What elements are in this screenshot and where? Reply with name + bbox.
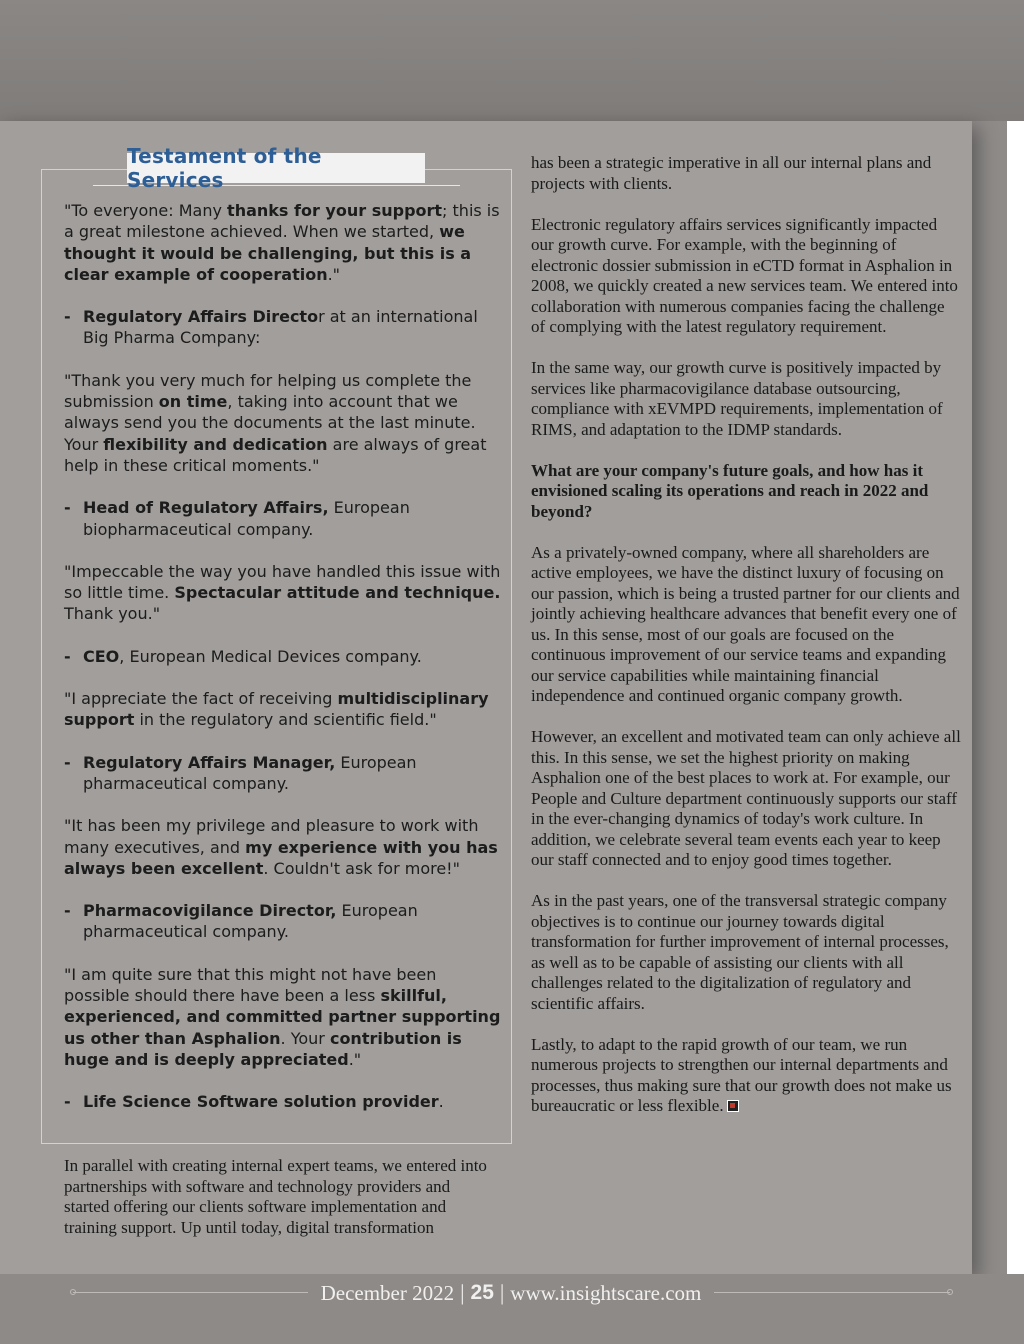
footer-separator: | [499,1280,505,1305]
testimonial-attribution [64,497,504,540]
testimonial-attribution [64,646,504,667]
page-footer [308,1279,714,1307]
attribution-text [83,1091,504,1112]
end-of-article-mark-icon [727,1100,739,1112]
attribution-text [83,900,504,943]
quote-text: "Impeccable the way you have handled this issue with so little time. [64,561,501,603]
list-dash: - [64,1092,71,1112]
quote-text: . Your [280,1028,330,1048]
left-column-bottom [64,1156,494,1259]
testimonial-attribution [64,900,504,943]
footer-rule-left [73,1292,308,1293]
testimonial-quote [64,964,504,1070]
quote-text: "It has been my privilege and pleasure to work with many executives, and [64,816,479,857]
body-paragraph: However, an excellent and motivated team can only achieve all this. In this sense, we set the highest priority on making Asphalion one of the best places to work at. For example, our People and Culture department continuously supports our staff in the ever-changing dynamics of today's work culture. In addition, we celebrate several team events each year to keep our staff connected and to enjoy good times together. [531,727,961,869]
interview-question: What are your company's future goals, and how has it envisioned scaling its operations and reach in 2022 and beyond? [531,460,929,521]
quote-text: are always of great help in these critical moments." [64,434,487,475]
list-dash: - [64,498,71,518]
footer-rule-cap-left [70,1289,76,1295]
testimonial-attribution [64,306,504,349]
quote-emphasis: flexibility and dedication [103,434,328,454]
attribution-org: r at an international Big Pharma Company: [83,307,478,348]
quote-emphasis: multidisciplinary support [64,689,489,730]
quote-emphasis: contribution is huge and is deeply appreciated [64,1028,462,1069]
quote-emphasis: thanks for your support [227,201,443,220]
attribution-role: Pharmacovigilance Director, [83,901,337,921]
body-text: Lastly, to adapt to the rapid growth of our team, we run numerous projects to strengthen our internal departments and processes, thus making sure that our growth does not make us bureaucratic or less flexible. [531,1034,952,1115]
attribution-org: . [438,1092,444,1112]
attribution-text [83,752,504,795]
quote-emphasis: we thought it would be challenging, but this is a clear example of cooperation [64,222,472,284]
footer-rule-right [714,1292,950,1293]
quote-emphasis: skillful, experienced, and committed partner supporting us other than Asphalion [64,986,501,1048]
quote-text: . Couldn't ask for more!" [263,858,460,878]
attribution-role: Life Science Software solution provider [83,1092,439,1112]
testimonial-attribution [64,752,504,795]
attribution-text [83,497,504,540]
testimonial-quote [64,370,504,476]
footer-separator: | [460,1280,465,1305]
body-paragraph: has been a strategic imperative in all our internal plans and projects with clients. [531,153,932,193]
attribution-text [83,306,504,349]
attribution-role: CEO [83,646,120,666]
quote-emphasis: my experience with you has always been excellent [64,837,498,878]
list-dash: - [64,307,71,327]
quote-text: ." [348,1049,362,1069]
testimonial-quote [64,688,504,731]
quote-text: "I appreciate the fact of receiving [64,689,338,709]
attribution-role: Regulatory Affairs Directo [83,307,319,327]
testimonials-list [64,200,504,1134]
quote-text: Thank you." [64,604,161,624]
quote-emphasis: Spectacular attitude and technique. [174,583,501,603]
body-paragraph: As in the past years, one of the transversal strategic company objectives is to continue our journey towards digital transformation for further improvement of internal processes, as well as to be capable of assisting our clients with all challenges related to the digitalization of regulatory and scientific affairs. [531,891,949,1013]
list-dash: - [64,901,71,921]
testament-title-banner [127,144,425,192]
attribution-org: European pharmaceutical company. [83,901,418,942]
quote-text: "Thank you very much for helping us complete the submission [64,370,472,412]
closing-paragraph [531,1035,962,1117]
footer-rule-cap-right [947,1289,953,1295]
footer-date: December 2022 [320,1280,455,1305]
attribution-role: Head of Regulatory Affairs, [83,498,329,518]
top-background-band [0,0,1024,121]
testimonial-quote [64,815,504,879]
quote-text: "To everyone: Many [64,201,228,220]
quote-emphasis: on time [158,392,228,412]
testimonial-quote [64,561,504,625]
attribution-org: European pharmaceutical company. [83,752,417,793]
list-dash: - [64,752,71,772]
right-column [531,153,962,1137]
page-number: 25 [470,1281,494,1304]
quote-text: ; this is a great milestone achieved. When we started, [64,201,500,242]
body-paragraph: In parallel with creating internal expert teams, we entered into partnerships with software and technology providers and started offering our clients software implementation and training support. Up until today, digital transformation [64,1156,487,1237]
quote-text: ." [327,264,341,284]
testament-title: Testament of the Services [127,144,322,192]
testimonial-attribution [64,1091,504,1112]
footer-url[interactable]: www.insightscare.com [510,1280,702,1305]
attribution-role: Regulatory Affairs Manager, [83,752,336,772]
quote-text: , taking into account that we always send you the documents at the last minute. Your [64,392,476,454]
body-paragraph: As a privately-owned company, where all shareholders are active employees, we have the distinct luxury of focusing on our passion, which is being a trusted partner for our clients and jointly achieving healthcare advances that benefit every one of us. In this sense, most of our goals are focused on the continuous improvement of our service teams and expanding our service capabilities while maintaining financial independence and continued organic company growth. [531,542,960,705]
body-paragraph: In the same way, our growth curve is positively impacted by services like pharmacovigilance database outsourcing, compliance with xEVMPD requirements, implementation of RIMS, and adaptation to the IDMP standards. [531,358,943,439]
list-dash: - [64,646,71,666]
attribution-org: European biopharmaceutical company. [83,498,410,539]
attribution-text [83,646,504,667]
quote-text: in the regulatory and scientific field." [134,710,437,730]
body-paragraph: Electronic regulatory affairs services significantly impacted our growth curve. For example, with the beginning of electronic dossier submission in eCTD format in Asphalion in 2008, we quickly created a new services team. We entered into collaboration with numerous companies facing the challenge of complying with the latest regulatory requirement. [531,214,958,336]
quote-text: "I am quite sure that this might not have been possible should there have been a less [64,964,437,1006]
attribution-org: , European Medical Devices company. [119,646,422,666]
testimonial-quote [64,200,504,285]
next-page-edge [1007,121,1024,1274]
